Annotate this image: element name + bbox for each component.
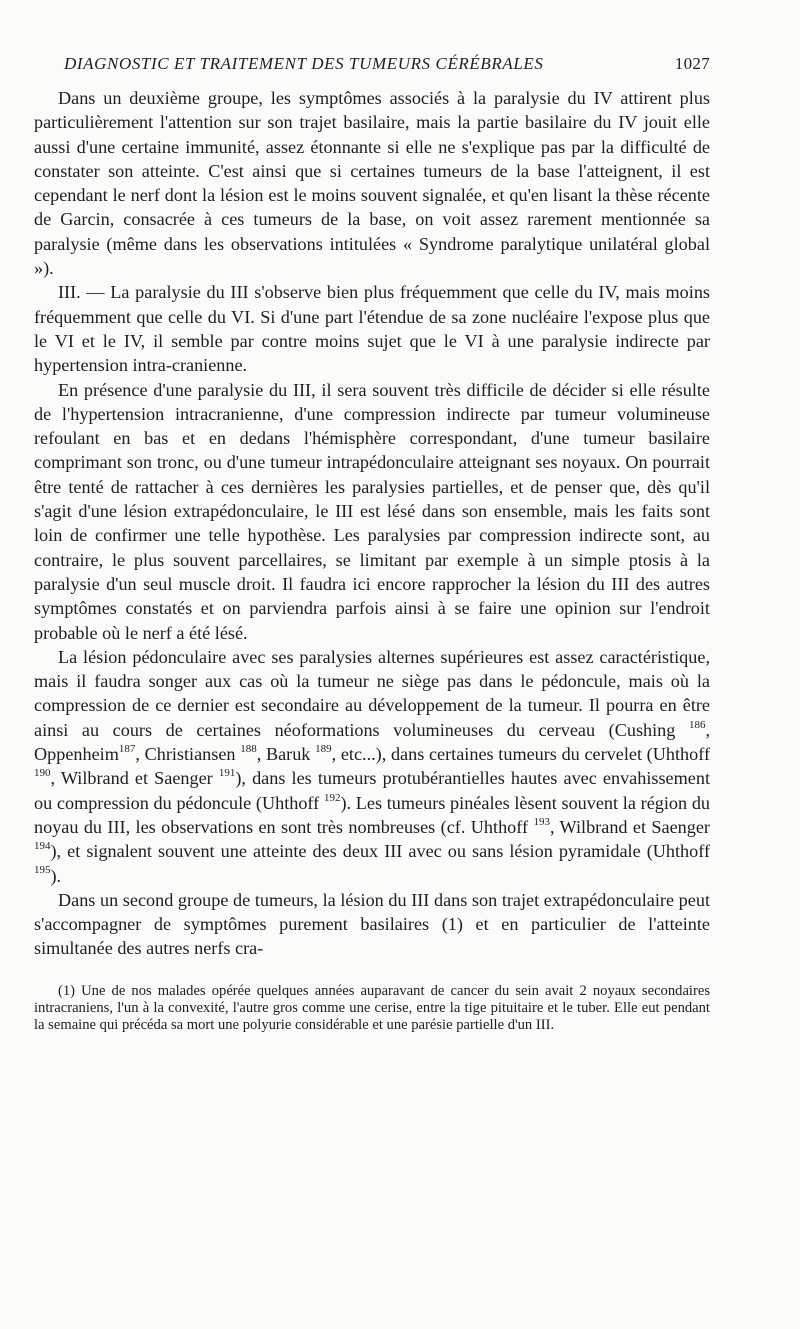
paragraph-text: , Oppenheim	[34, 719, 710, 765]
reference-number: 194	[34, 840, 51, 853]
reference-number: 189	[315, 742, 332, 755]
paragraph	[34, 86, 710, 280]
paragraph	[34, 378, 710, 645]
paragraph-text: ). Les tumeurs pinéales lèsent souvent la région du noyau du III, les observations en sont très nombreuses (cf. Uhthoff	[34, 792, 711, 837]
paragraph-text: , Wilbrand et Saenger	[549, 816, 710, 837]
running-head	[64, 54, 710, 74]
paragraph-text: III. — La paralysie du III s'observe bien plus fréquemment que celle du IV, mais moins fréquemment que celle du VI. Si d'une part l'étendue de sa zone nucléaire l'expose plus que le VI et le IV, il semble par contre moins sujet que le VI à une paralysie indirecte par hypertension intra-cranienne.	[34, 282, 710, 376]
paragraph-text: En présence d'une paralysie du III, il sera souvent très difficile de décider si elle résulte de l'hypertension intracranienne, d'une compression indirecte par tumeur volumineuse refoulant en bas et en dedans l'hémisphère correspondant, d'une tumeur basilaire comprimant son tronc, ou d'une tumeur intrapédonculaire atteignant ses noyaux. On pourrait être tenté de rattacher à ces dernières les paralysies partielles, et de penser que, dès qu'il s'agit d'une lésion extrapédonculaire, le III est lésé dans son ensemble, mais les faits sont loin de confirmer une telle hypothèse. Les paralysies par compression indirecte sont, au contraire, le plus souvent parcellaires, se limitant par exemple à un simple ptosis à la paralysie d'un seul muscle droit. Il faudra ici encore rapprocher la lésion du III des autres symptômes constatés et on parviendra parfois ainsi à se faire une opinion sur l'endroit probable où le nerf a été lésé.	[34, 379, 710, 643]
reference-number: 188	[240, 742, 257, 755]
footnote: (1) Une de nos malades opérée quelques années auparavant de cancer du sein avait 2 noyaux secondaires intracraniens, l'un à la convexité, l'autre gros comme une cerise, entre la tige pituitaire et le tuber. Elle eut pendant la semaine qui précéda sa mort une polyurie considérable et une parésie partielle d'un III.	[34, 982, 710, 1033]
paragraph-text: , etc...), dans certaines tumeurs du cervelet (Uhthoff	[331, 744, 710, 765]
paragraph-text: La lésion pédonculaire avec ses paralysies alternes supérieures est assez caractéristique, mais il faudra songer aux cas où la tumeur ne siège pas dans le pédoncule, mais où la compression de ce dernier est secondaire au développement de la tumeur. Il pourra en être ainsi au cours de certaines néoformations volumineuses du cerveau (Cushing	[34, 646, 710, 740]
reference-number: 193	[533, 815, 550, 828]
paragraph-text: Dans un deuxième groupe, les symptômes associés à la paralysie du IV attirent plus particulièrement l'attention sur son trajet basilaire, mais la partie basilaire du IV jouit elle aussi d'une certaine immunité, assez étonnante si elle ne s'explique pas par la difficulté de constater son atteinte. C'est ainsi que si certaines tumeurs de la base l'atteignent, il est cependant le nerf dont la lésion est le moins souvent signalée, et qu'en lisant la thèse récente de Garcin, consacrée à ces tumeurs de la base, on voit assez rarement mentionnée sa paralysie (même dans les observations intitulées « Syndrome paralytique unilatéral global »).	[34, 88, 710, 279]
paragraph	[34, 645, 710, 888]
paragraph-text: ), et signalent souvent une atteinte des deux III avec ou sans lésion pyramidale (Uhthoff	[50, 841, 710, 862]
page-number: 1027	[674, 54, 710, 73]
paragraph-text: , Baruk	[256, 744, 316, 765]
paragraph	[34, 280, 710, 377]
reference-number: 192	[323, 791, 341, 804]
reference-number: 195	[34, 864, 51, 877]
reference-number: 190	[34, 767, 51, 780]
body-text	[34, 86, 710, 961]
paragraph-text: ), dans les tumeurs protubérantielles hautes avec envahissement ou compression du pédoncule (Uhthoff	[34, 768, 710, 813]
reference-number: 191	[218, 767, 236, 780]
running-title: DIAGNOSTIC ET TRAITEMENT DES TUMEURS CÉRÉBRALES	[64, 54, 544, 73]
paragraph-text: , Wilbrand et Saenger	[50, 768, 219, 789]
reference-number: 186	[688, 718, 706, 731]
reference-number: 187	[118, 742, 136, 755]
paragraph	[34, 888, 710, 961]
paragraph-text: ).	[50, 865, 62, 886]
paragraph-text: , Christiansen	[135, 744, 241, 765]
paragraph-text: Dans un second groupe de tumeurs, la lésion du III dans son trajet extrapédonculaire peut s'accompagner de symptômes purement basilaires (1) et en particulier de l'atteinte simultanée des autres nerfs cra-	[34, 889, 710, 959]
